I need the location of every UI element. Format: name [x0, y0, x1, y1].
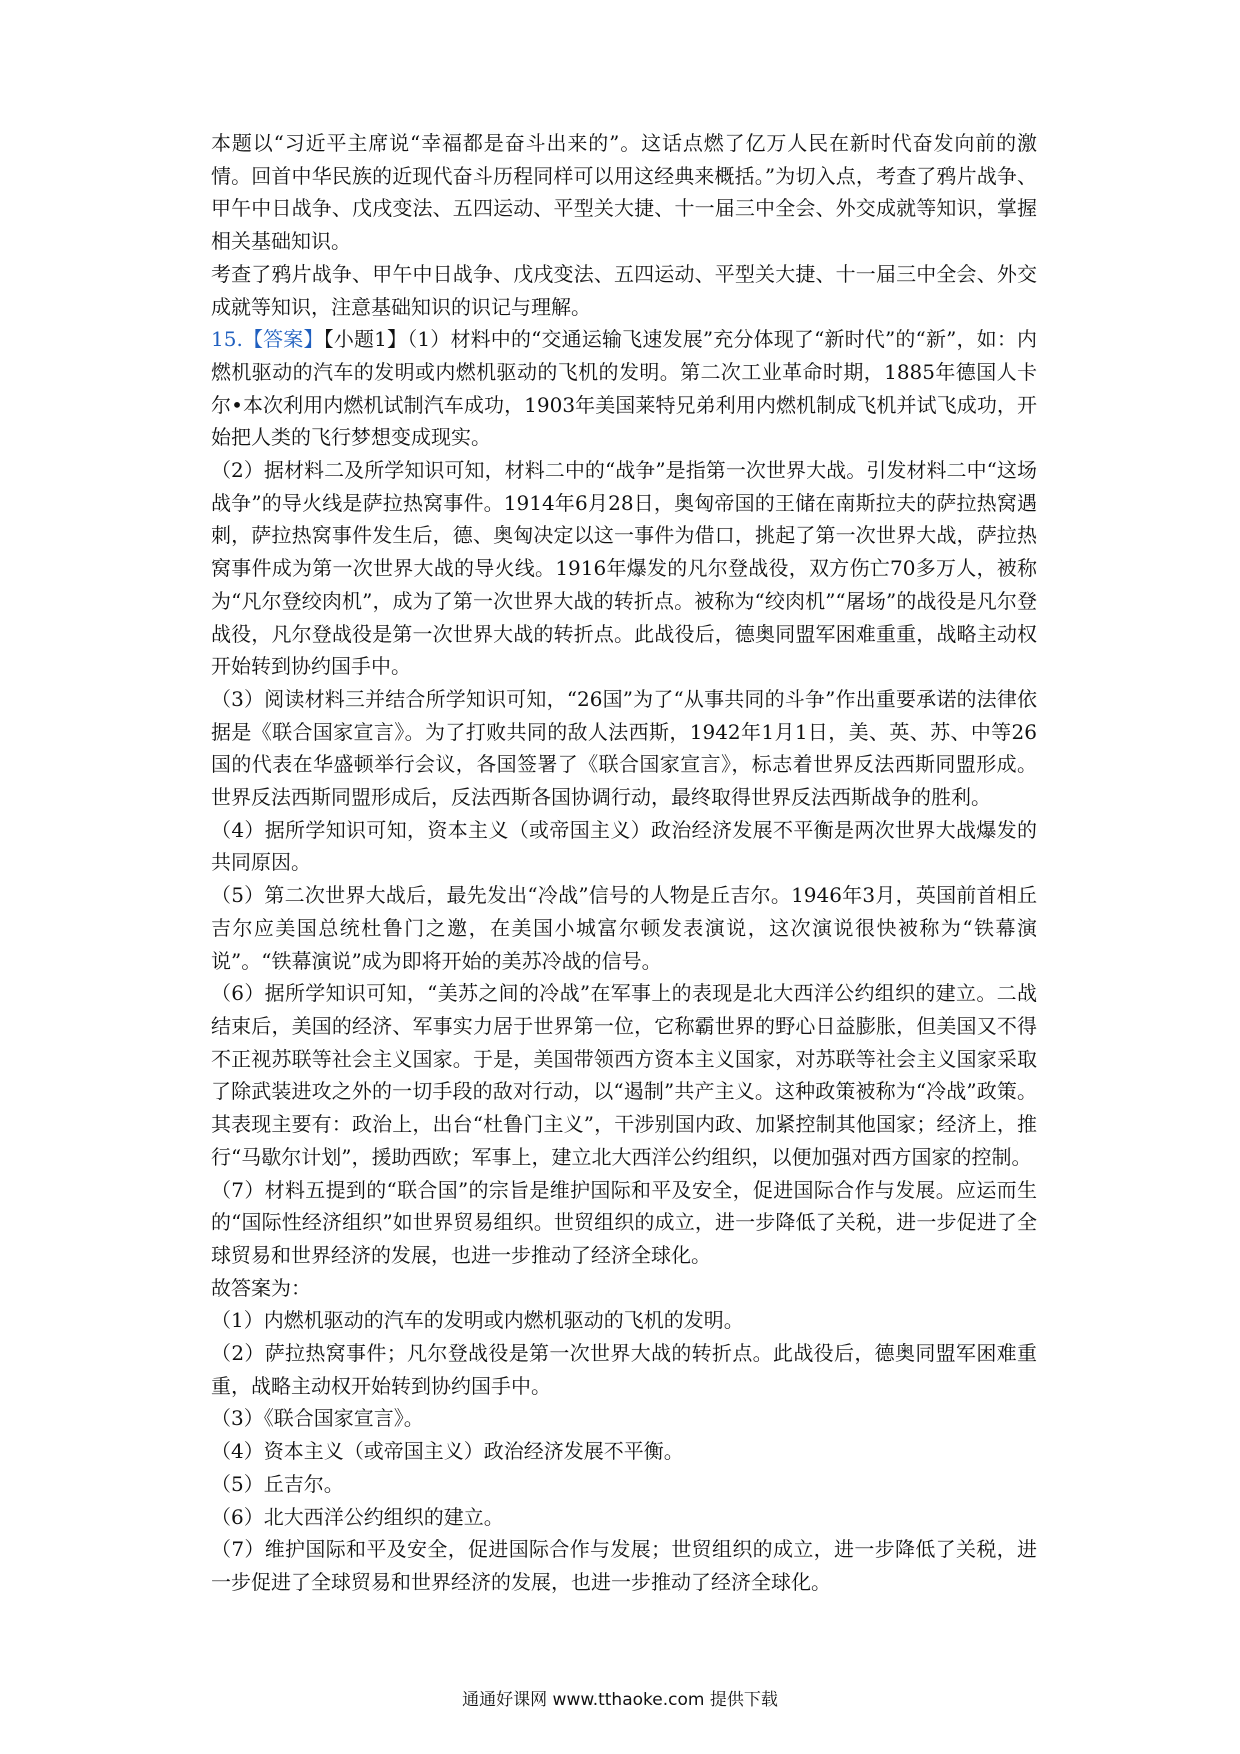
intro-paragraph: 本题以“习近平主席说“幸福都是奋斗出来的”。这话点燃了亿万人民在新时代奋发向前的激情。回首中华民族的近现代奋斗历程同样可以用这经典来概括。”为切入点，考查了鸦片战争、甲午中日战争、戊戌变法、五四运动、平型关大捷、十一届三中全会、外交成就等知识，掌握相关基础知识。 — [211, 131, 1037, 254]
answer-paragraph: （3）阅读材料三并结合所学知识可知，“26国”为了“从事共同的斗争”作出重要承诺的法律依据是《联合国家宣言》。为了打败共同的敌人法西斯，1942年1月1日，美、英、苏、中等26国的代表在华盛顿举行会议，各国签署了《联合国家宣言》，标志着世界反法西斯同盟形成。世界反法西斯同盟形成后，反法西斯各国协调行动，最终取得世界反法西斯战争的胜利。 — [211, 686, 1037, 810]
answer-paragraph: （6）据所学知识可知，“美苏之间的冷战”在军事上的表现是北大西洋公约组织的建立。二战结束后，美国的经济、军事实力居于世界第一位，它称霸世界的野心日益膨胀，但美国又不得不正视苏联等社会主义国家。于是，美国带领西方资本主义国家，对苏联等社会主义国家采取了除武装进攻之外的一切手段的敌对行动，以“遏制”共产主义。这种政策被称为“冷战”政策。其表现主要有：政治上，出台“杜鲁门主义”，干涉别国内政、加紧控制其他国家；经济上，推行“马歇尔计划”，援助西欧；军事上，建立北大西洋公约组织，以便加强对西方国家的控制。 — [211, 981, 1037, 1169]
summary-item: （6）北大西洋公约组织的建立。 — [211, 1504, 504, 1529]
answer-paragraph: （4）据所学知识可知，资本主义（或帝国主义）政治经济发展不平衡是两次世界大战爆发的共同原因。 — [211, 817, 1037, 875]
summary-item: （1）内燃机驱动的汽车的发明或内燃机驱动的飞机的发明。 — [211, 1308, 744, 1333]
answer-paragraph: （5）第二次世界大战后，最先发出“冷战”信号的人物是丘吉尔。1946年3月，英国前首相丘吉尔应美国总统杜鲁门之邀，在美国小城富尔顿发表演说，这次演说很快被称为“铁幕演说”。“铁幕演说”成为即将开始的美苏冷战的信号。 — [211, 883, 1037, 973]
summary-item: （5）丘吉尔。 — [211, 1471, 344, 1496]
answer-label: 15.【答案】 — [211, 327, 324, 352]
answer-paragraph: （2）据材料二及所学知识可知，材料二中的“战争”是指第一次世界大战。引发材料二中“这场战争”的导火线是萨拉热窝事件。1914年6月28日，奥匈帝国的王储在南斯拉夫的萨拉热窝遇刺，萨拉热窝事件发生后，德、奥匈决定以这一事件为借口，挑起了第一次世界大战，萨拉热窝事件成为第一次世界大战的导火线。1916年爆发的凡尔登战役，双方伤亡70多万人，被称为“凡尔登绞肉机”，成为了第一次世界大战的转折点。被称为“绞肉机”“屠场”的战役是凡尔登战役，凡尔登战役是第一次世界大战的转折点。此战役后，德奥同盟军困难重重，战略主动权开始转到协约国手中。 — [211, 458, 1037, 679]
summary-item: （7）维护国际和平及安全，促进国际合作与发展；世贸组织的成立，进一步降低了关税，进一步促进了全球贸易和世界经济的发展，也进一步推动了经济全球化。 — [211, 1537, 1037, 1594]
answer-paragraph: （7）材料五提到的“联合国”的宗旨是维护国际和平及安全，促进国际合作与发展。应运而生的“国际性经济组织”如世界贸易组织。世贸组织的成立，进一步降低了关税，进一步促进了全球贸易和世界经济的发展，也进一步推动了经济全球化。 — [211, 1177, 1037, 1267]
page-footer: 通通好课网 www.tthaoke.com 提供下载 — [462, 1690, 778, 1710]
summary-item: （4）资本主义（或帝国主义）政治经济发展不平衡。 — [211, 1439, 684, 1464]
summary-heading: 故答案为： — [211, 1275, 311, 1300]
intro-paragraph: 考查了鸦片战争、甲午中日战争、戊戌变法、五四运动、平型关大捷、十一届三中全会、外交成就等知识，注意基础知识的识记与理解。 — [211, 261, 1037, 319]
summary-item: （2）萨拉热窝事件；凡尔登战役是第一次世界大战的转折点。此战役后，德奥同盟军困难重重，战略主动权开始转到协约国手中。 — [211, 1341, 1037, 1398]
answer-paragraph — [211, 323, 1037, 454]
answer-text: 【小题1】（1）材料中的“交通运输飞速发展”充分体现了“新时代”的“新”，如：内燃机驱动的汽车的发明或内燃机驱动的飞机的发明。第二次工业革命时期，1885年德国人卡尔•本次利用内燃机试制汽车成功，1903年美国莱特兄弟利用内燃机制成飞机并试飞成功，开始把人类的飞行梦想变成现实。 — [211, 327, 1038, 450]
document-body — [211, 127, 1037, 1599]
summary-item: （3）《联合国家宣言》。 — [211, 1406, 424, 1431]
